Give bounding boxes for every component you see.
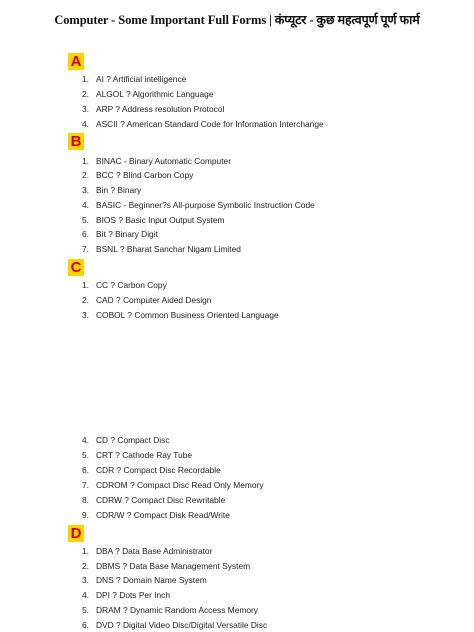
list-item: 4. ASCII ? American Standard Code for Information Interchange	[82, 119, 324, 129]
section-letter-d: D	[68, 525, 84, 542]
list-item: 5. CRT ? Cathode Ray Tube	[82, 450, 193, 460]
section-letter-c: C	[68, 259, 84, 276]
list-item: 1. CC ? Carbon Copy	[82, 280, 167, 290]
list-item: 6. CDR ? Compact Disc Recordable	[82, 465, 221, 475]
list-item: 3. ARP ? Address resolution Protocol	[82, 104, 225, 114]
list-item: 3. DNS ? Domain Name System	[82, 575, 207, 585]
section-letter-b: B	[68, 133, 84, 150]
list-item: 5. DRAM ? Dynamic Random Access Memory	[82, 605, 258, 615]
list-item: 7. BSNL ? Bharat Sanchar Nigam Limited	[82, 244, 241, 254]
list-item: 4. BASIC - Beginner?s All-purpose Symbolic Instruction Code	[82, 200, 315, 210]
list-item: 6. DVD ? Digital Video Disc/Digital Versatile Disc	[82, 620, 268, 630]
list-item: 2. CAD ? Computer Aided Design	[82, 295, 212, 305]
list-item: 1. DBA ? Data Base Administrator	[82, 546, 213, 556]
section-letter-a: A	[68, 53, 84, 70]
list-item: 2. DBMS ? Data Base Management System	[82, 561, 251, 571]
list-item: 2. BCC ? Blind Carbon Copy	[82, 170, 194, 180]
list-item: 4. DPI ? Dots Per Inch	[82, 590, 171, 600]
list-item: 6. Bit ? Binary Digit	[82, 229, 158, 239]
list-item: 4. CD ? Compact Disc	[82, 435, 170, 445]
list-item: 3. Bin ? Binary	[82, 185, 142, 195]
list-item: 5. BIOS ? Basic Input Output System	[82, 215, 225, 225]
page-title: Computer - Some Important Full Forms | कंप्यूटर - कुछ महत्वपूर्ण पूर्ण फार्म	[54, 13, 420, 27]
list-item: 7. CDROM ? Compact Disc Read Only Memory	[82, 480, 264, 490]
list-item: 3. COBOL ? Common Business Oriented Language	[82, 310, 279, 320]
list-item: 9. CDR/W ? Compact Disk Read/Write	[82, 510, 230, 520]
list-item: 1. AI ? Artificial intelligence	[82, 74, 187, 84]
list-item: 1. BINAC - Binary Automatic Computer	[82, 156, 231, 166]
list-item: 2. ALGOL ? Algorithmic Language	[82, 89, 214, 99]
list-item: 8. CDRW ? Compact Disc Rewritable	[82, 495, 226, 505]
